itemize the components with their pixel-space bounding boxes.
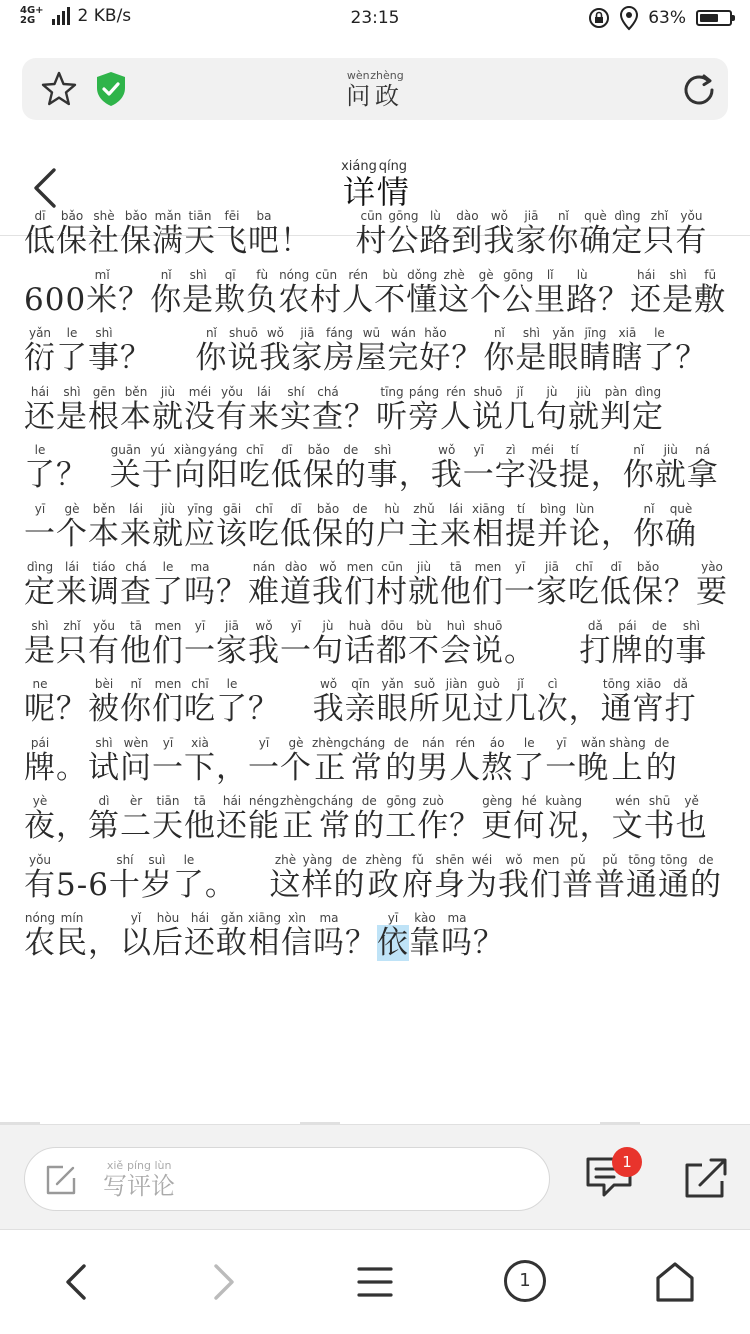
edit-pen-icon [43,1162,79,1198]
nav-forward-icon[interactable] [206,1260,242,1304]
comment-input[interactable] [24,1147,550,1211]
page-title: 详xiáng情qíng [341,159,409,211]
nav-back-icon[interactable] [58,1260,94,1304]
url-title[interactable]: 问wèn政zhèng [346,69,404,110]
network-speed: 2 KB/s [77,6,132,26]
highlighted-word[interactable]: 依yī [377,911,409,961]
clock: 23:15 [350,8,400,28]
menu-icon[interactable] [356,1264,394,1300]
location-icon [620,6,638,30]
network-type-top: 4G+ [20,5,44,16]
browser-url-bar[interactable] [22,58,728,120]
status-bar [0,0,750,40]
bottom-navigation [0,1229,750,1334]
battery-percent: 63% [648,8,686,28]
comment-bar [0,1124,750,1229]
share-icon[interactable] [682,1155,730,1201]
refresh-icon[interactable] [680,71,718,109]
comment-placeholder: 写xiě评píng论lùn [103,1159,175,1200]
rotation-lock-icon [588,7,610,29]
battery-fill [700,14,718,22]
home-icon[interactable] [654,1260,696,1304]
article-body: 低dī保bǎo社shè保bǎo满mǎn天tiān飞fēi吧ba！ 村cūn公gōng路lù到dào我wǒ家jiā你nǐ确què定dìng只zhǐ有yǒu600米mǐ？你nǐ是shì欺qī负fù农nóng村cūn人rén不bù懂dǒng这zhè个gè公gōng里lǐ路lù？还hái是shì敷fū衍yǎn了le事shì？ 你nǐ说shuō我wǒ家jiā房fáng屋wū完wán好hǎo？你nǐ是shì眼yǎn睛jīng瞎xiā了le？还hái是shì根gēn本běn就jiù没méi有yǒu来lái实shí查chá？听tīng旁páng人rén说shuō几jǐ句jù就jiù判pàn定dìng了le？ 关guān于yú向xiàng阳yáng吃chī低dī保bǎo的de事shì，我wǒ一yī字zì没méi提tí，你nǐ就jiù拿ná一yī个gè本běn来lái就jiù应yīng该gāi吃chī低dī保bǎo的de户hù主zhǔ来lái相xiāng提tí并bìng论lùn，你nǐ确què定dìng来lái调tiáo查chá了le吗ma？难nán道dào我wǒ们men村cūn就jiù他tā们men一yī家jiā吃chī低dī保bǎo？要yào是shì只zhǐ有yǒu他tā们men一yī家jiā我wǒ一yī句jù话huà都dōu不bù会huì说shuō。 打dǎ牌pái的de事shì呢ne？被bèi你nǐ们men吃chī了le？ 我wǒ亲qīn眼yǎn所suǒ见jiàn过guò几jǐ次cì，通tōng宵xiāo打dǎ牌pái。试shì问wèn一yī下xià，一yī个gè正zhèng常cháng的de男nán人rén熬áo了le一yī晚wǎn上shàng的de夜yè，第dì二èr天tiān他tā还hái能néng正zhèng常cháng的de工gōng作zuò？更gèng何hé况kuàng，文wén书shū也yě有yǒu5-6十shí岁suì了le。 这zhè样yàng的de政zhèng府fǔ身shēn为wéi我wǒ们men普pǔ普pǔ通tōng通tōng的de农nóng民mín，以yǐ后hòu还hái敢gǎn相xiāng信xìn吗ma？依yī靠kào吗ma？ [24,209,728,961]
article-content [24,209,728,1122]
battery-icon [696,10,732,26]
network-type-bottom: 2G [20,15,36,26]
tabs-button[interactable]: 1 [504,1260,546,1302]
comment-count-badge: 1 [612,1147,642,1177]
